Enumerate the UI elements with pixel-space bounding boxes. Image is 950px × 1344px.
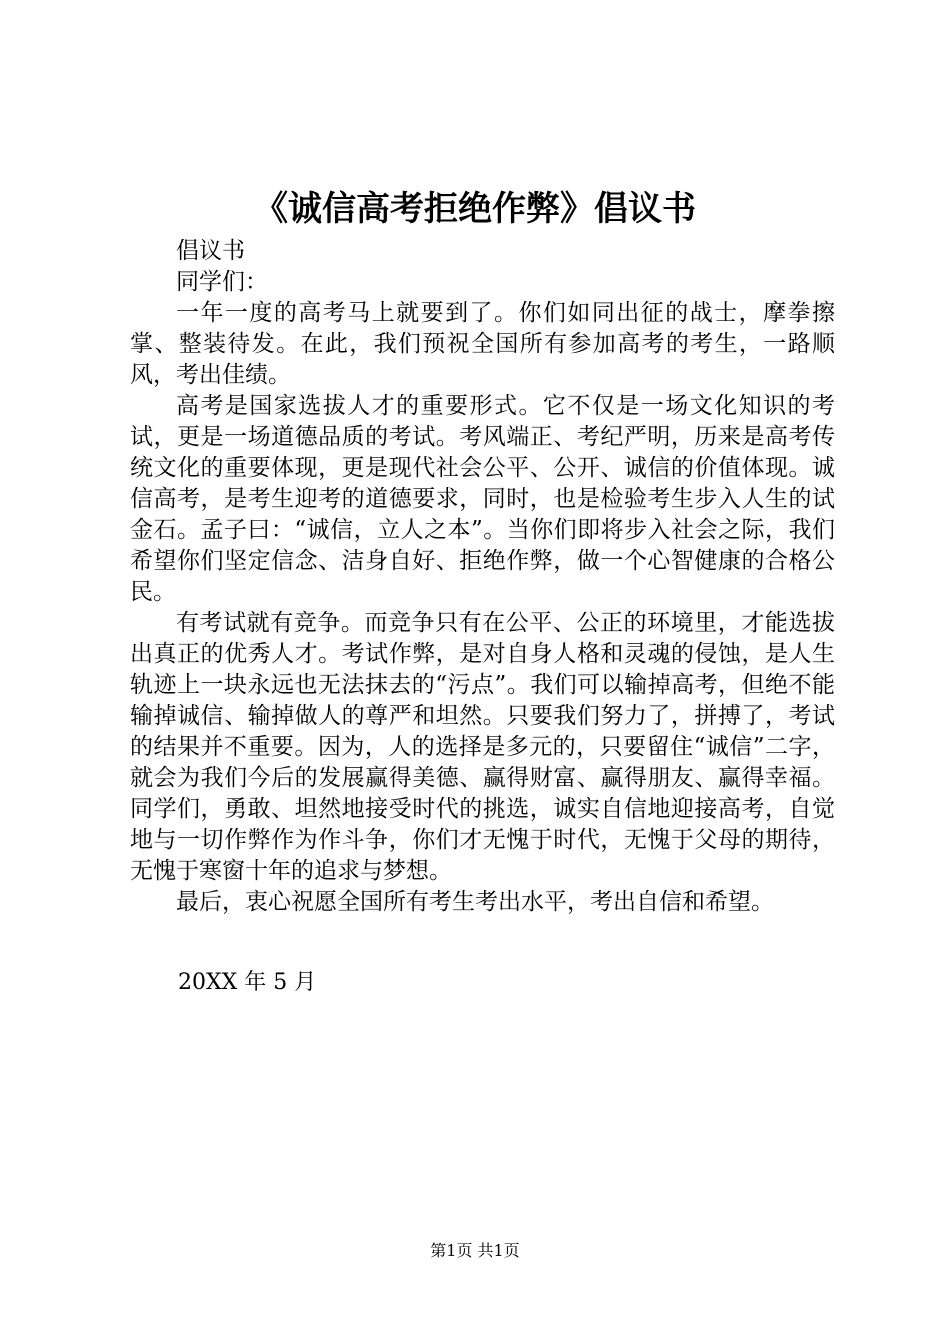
document-date: 20XX 年 5 月 bbox=[178, 970, 317, 995]
paragraph-competition: 有考试就有竞争。而竞争只有在公平、公正的环境里，才能选拔出真正的优秀人才。考试作弊，是对自身人格和灵魂的侵蚀，是人生轨迹上一块永远也无法抹去的“污点”。我们可以输掉高考，但绝不能输掉诚信、输掉做人的尊严和坦然。只要我们努力了，拼搏了，考试的结果并不重要。因为，人的选择是多元的，只要留住“诚信”二字，就会为我们今后的发展赢得美德、赢得财富、赢得朋友、赢得幸福。同学们，勇敢、坦然地接受时代的挑选，诚实自信地迎接高考，自觉地与一切作弊作为作斗争，你们才无愧于时代，无愧于父母的期待，无愧于寒窗十年的追求与梦想。 bbox=[130, 610, 835, 884]
page-footer: 第1页 共1页 bbox=[430, 1241, 520, 1260]
paragraph-heading: 倡议书 bbox=[176, 238, 245, 264]
paragraph-salutation: 同学们： bbox=[176, 269, 268, 295]
document-title: 《诚信高考拒绝作弊》倡议书 bbox=[254, 189, 696, 229]
paragraph-intro: 一年一度的高考马上就要到了。你们如同出征的战士，摩拳擦掌、整装待发。在此，我们预祝全国所有参加高考的考生，一路顺风，考出佳绩。 bbox=[130, 300, 835, 388]
paragraph-integrity: 高考是国家选拔人才的重要形式。它不仅是一场文化知识的考试，更是一场道德品质的考试。考风端正、考纪严明，历来是高考传统文化的重要体现，更是现代社会公平、公开、诚信的价值体现。诚信高考，是考生迎考的道德要求，同时，也是检验考生步入人生的试金石。孟子曰：“诚信，立人之本”。当你们即将步入社会之际，我们希望你们坚定信念、洁身自好、拒绝作弊，做一个心智健康的合格公民。 bbox=[130, 393, 835, 605]
document-body bbox=[130, 236, 835, 918]
paragraph-closing: 最后，衷心祝愿全国所有考生考出水平，考出自信和希望。 bbox=[176, 889, 774, 915]
